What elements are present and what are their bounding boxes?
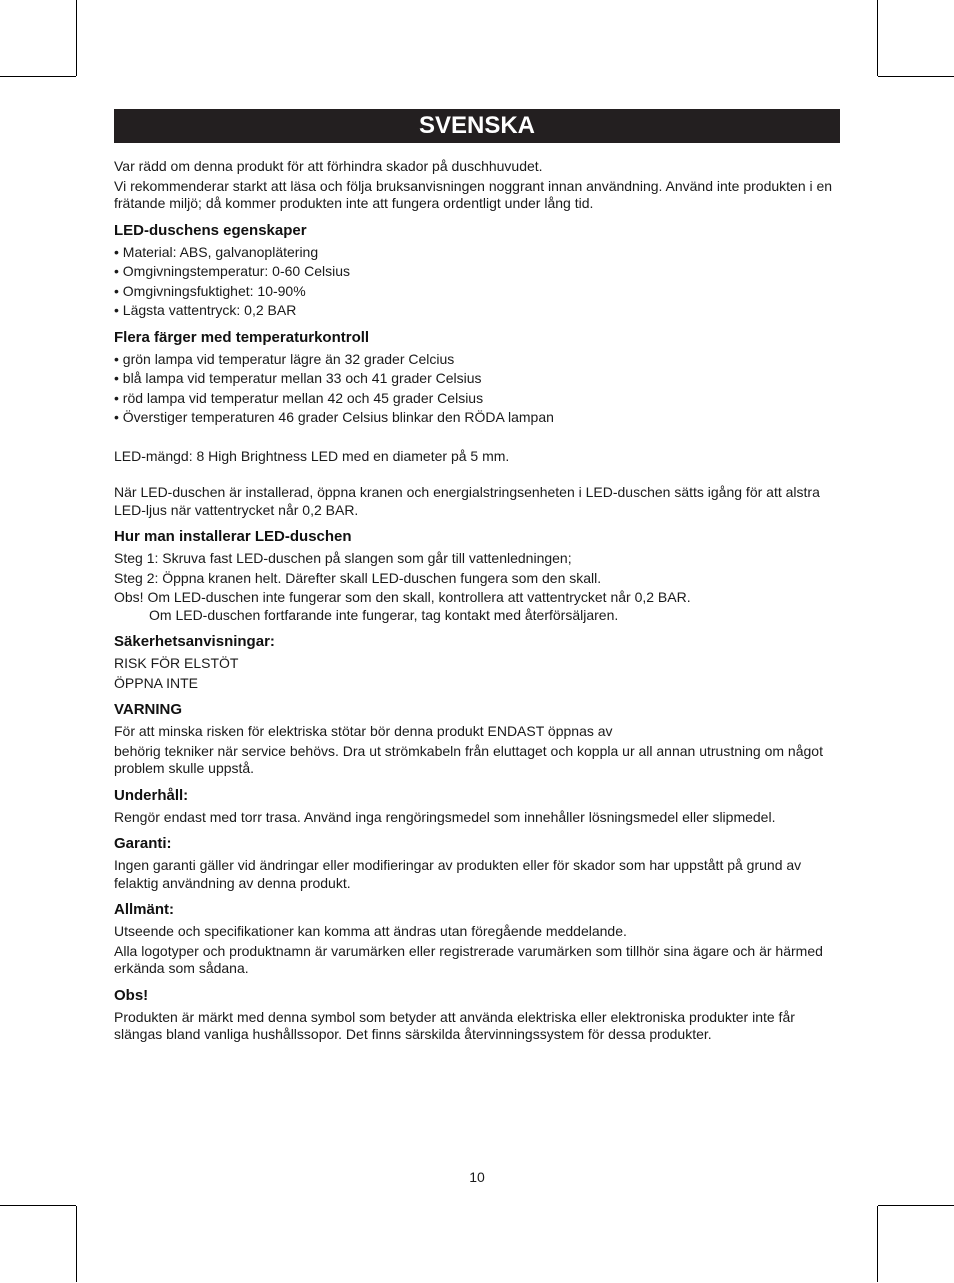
install-step: Steg 2: Öppna kranen helt. Därefter skall LED-duschen fungera som den skall. [114,569,602,586]
safety-line: ÖPPNA INTE [114,674,199,691]
intro-line: Var rädd om denna produkt för att förhindra skador på duschhuvudet. [114,158,543,174]
general-heading: Allmänt: [114,901,174,918]
install-note: Om LED-duschen fortfarande inte fungerar, tag kontakt med återförsäljaren. [149,606,619,623]
warranty-text: Ingen garanti gäller vid ändringar eller modifieringar av produkten eller för skador som har uppstått på grund av felaktig användning av denna produkt. [114,857,802,891]
note-text: Produkten är märkt med denna symbol som betyder att använda elektriska eller elektroniska produkter inte får slängas bland vanliga hushållssopor. Det finns särskilda återvinningssystem för dessa produkter. [114,1008,795,1042]
led-info: När LED-duschen är installerad, öppna kranen och energialstringsenheten i LED-duschen sätts igång för att alstra LED-ljus när vattentrycket når 0,2 BAR. [114,484,820,518]
note-heading: Obs! [114,986,149,1004]
general-line: Utseende och specifikationer kan komma att ändras utan föregående meddelande. [114,923,627,939]
language-banner: SVENSKA [114,109,840,143]
page-number: 10 [469,1169,485,1185]
crop-mark [877,0,878,76]
maintenance-text: Rengör endast med torr trasa. Använd inga rengöringsmedel som innehåller lösningsmedel eller slipmedel. [114,808,776,825]
intro-line: Vi rekommenderar starkt att läsa och följa bruksanvisningen noggrant innan användning. Använd inte produkten i en frätande miljö; då kommer produkten inte att fungera ordentligt under lång tid. [114,177,833,211]
colors-heading: Flera färger med temperaturkontroll [114,328,370,346]
led-amount: LED-mängd: 8 High Brightness LED med en diameter på 5 mm. [114,447,510,464]
list-item: • Omgivningstemperatur: 0-60 Celsius [114,263,350,279]
safety-heading: Säkerhetsanvisningar: [114,633,275,650]
warning-line: För att minska risken för elektriska stötar bör denna produkt ENDAST öppnas av [114,723,613,739]
general-line: Alla logotyper och produktnamn är varumärken eller registrerade varumärken som tillhör sina ägare och är härmed erkända som sådana. [114,942,823,976]
install-heading: Hur man installerar LED-duschen [114,528,352,545]
manual-content [114,158,840,1044]
list-item: • röd lampa vid temperatur mellan 42 och 45 grader Celsius [114,389,484,406]
list-item: • Lägsta vattentryck: 0,2 BAR [114,302,297,318]
safety-line: RISK FÖR ELSTÖT [114,655,239,671]
colors-list [114,351,840,427]
list-item: • Material: ABS, galvanoplätering [114,243,319,260]
warning-line: behörig tekniker när service behövs. Dra ut strömkabeln från eluttaget och koppla ur all annan utrustning om något problem skulle uppstå. [114,742,823,776]
crop-mark [76,0,77,76]
list-item: • Överstiger temperaturen 46 grader Celsius blinkar den RÖDA lampan [114,409,554,425]
crop-mark [0,76,76,77]
crop-mark [877,1206,878,1282]
warranty-heading: Garanti: [114,835,172,852]
features-list [114,244,840,320]
install-step: Steg 1: Skruva fast LED-duschen på slangen som går till vattenledningen; [114,550,572,566]
maintenance-heading: Underhåll: [114,786,189,804]
crop-mark [76,1206,77,1282]
install-note: Obs! Om LED-duschen inte fungerar som den skall, kontrollera att vattentrycket når 0,2 BAR. [114,589,691,605]
warning-heading: VARNING [114,701,183,718]
list-item: • grön lampa vid temperatur lägre än 32 grader Celcius [114,350,455,367]
list-item: • Omgivningsfuktighet: 10-90% [114,282,306,299]
crop-mark [878,76,954,77]
crop-mark [878,1205,954,1206]
features-heading: LED-duschens egenskaper [114,221,307,239]
crop-mark [0,1205,76,1206]
list-item: • blå lampa vid temperatur mellan 33 och 41 grader Celsius [114,370,482,386]
